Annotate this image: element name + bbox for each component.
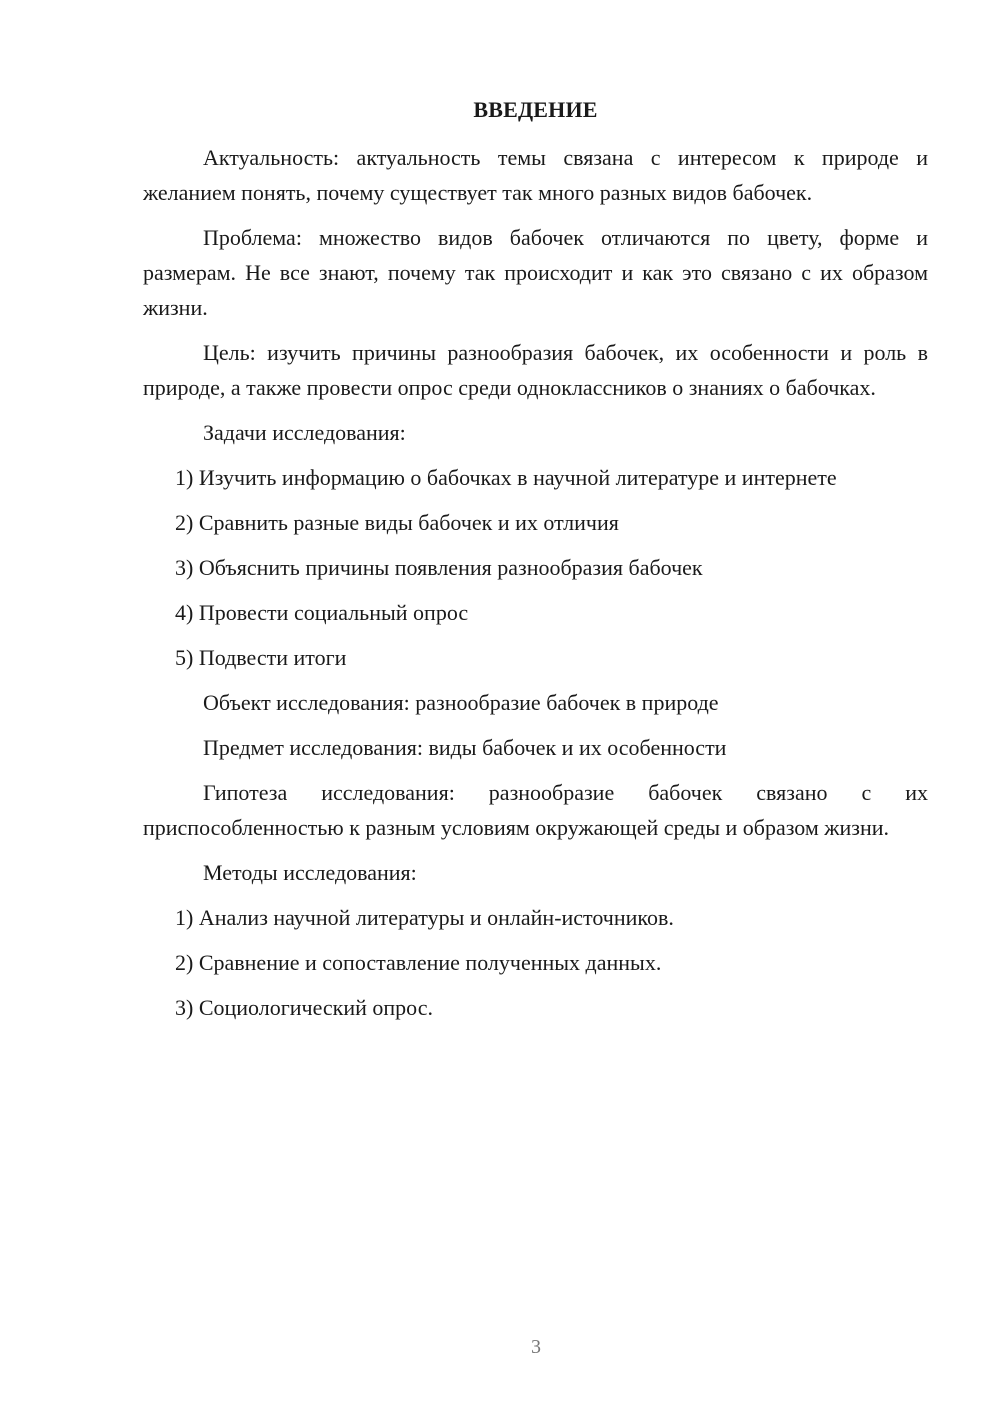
task-item-4: 4) Провести социальный опрос [175,600,469,625]
goal-paragraph: Цель: изучить причины разнообразия бабочек, их особенности и роль в природе, а также провести опрос среди одноклассников о знаниях о бабочках. [143,340,928,400]
task-item-5: 5) Подвести итоги [175,645,347,670]
task-item-1: 1) Изучить информацию о бабочках в научной литературе и интернете [175,465,837,490]
tasks-heading: Задачи исследования: [203,420,406,445]
section-title: ВВЕДЕНИЕ [473,97,598,122]
task-item-3: 3) Объяснить причины появления разнообразия бабочек [175,555,703,580]
research-object: Объект исследования: разнообразие бабочек в природе [203,690,719,715]
page-content [143,95,928,1035]
methods-list [143,900,928,1025]
research-subject: Предмет исследования: виды бабочек и их особенности [203,735,727,760]
methods-heading: Методы исследования: [203,860,417,885]
relevance-paragraph: Актуальность: актуальность темы связана с интересом к природе и желанием понять, почему существует так много разных видов бабочек. [143,145,928,205]
method-item-3: 3) Социологический опрос. [175,995,433,1020]
hypothesis-paragraph: Гипотеза исследования: разнообразие бабочек связано с их приспособленностью к разным условиям окружающей среды и образом жизни. [143,780,928,840]
method-item-1: 1) Анализ научной литературы и онлайн-источников. [175,905,674,930]
problem-paragraph: Проблема: множество видов бабочек отличаются по цвету, форме и размерам. Не все знают, почему так происходит и как это связано с их образом жизни. [143,225,928,320]
method-item-2: 2) Сравнение и сопоставление полученных данных. [175,950,662,975]
tasks-list [143,460,928,675]
page-number: 3 [531,1336,541,1358]
task-item-2: 2) Сравнить разные виды бабочек и их отличия [175,510,619,535]
